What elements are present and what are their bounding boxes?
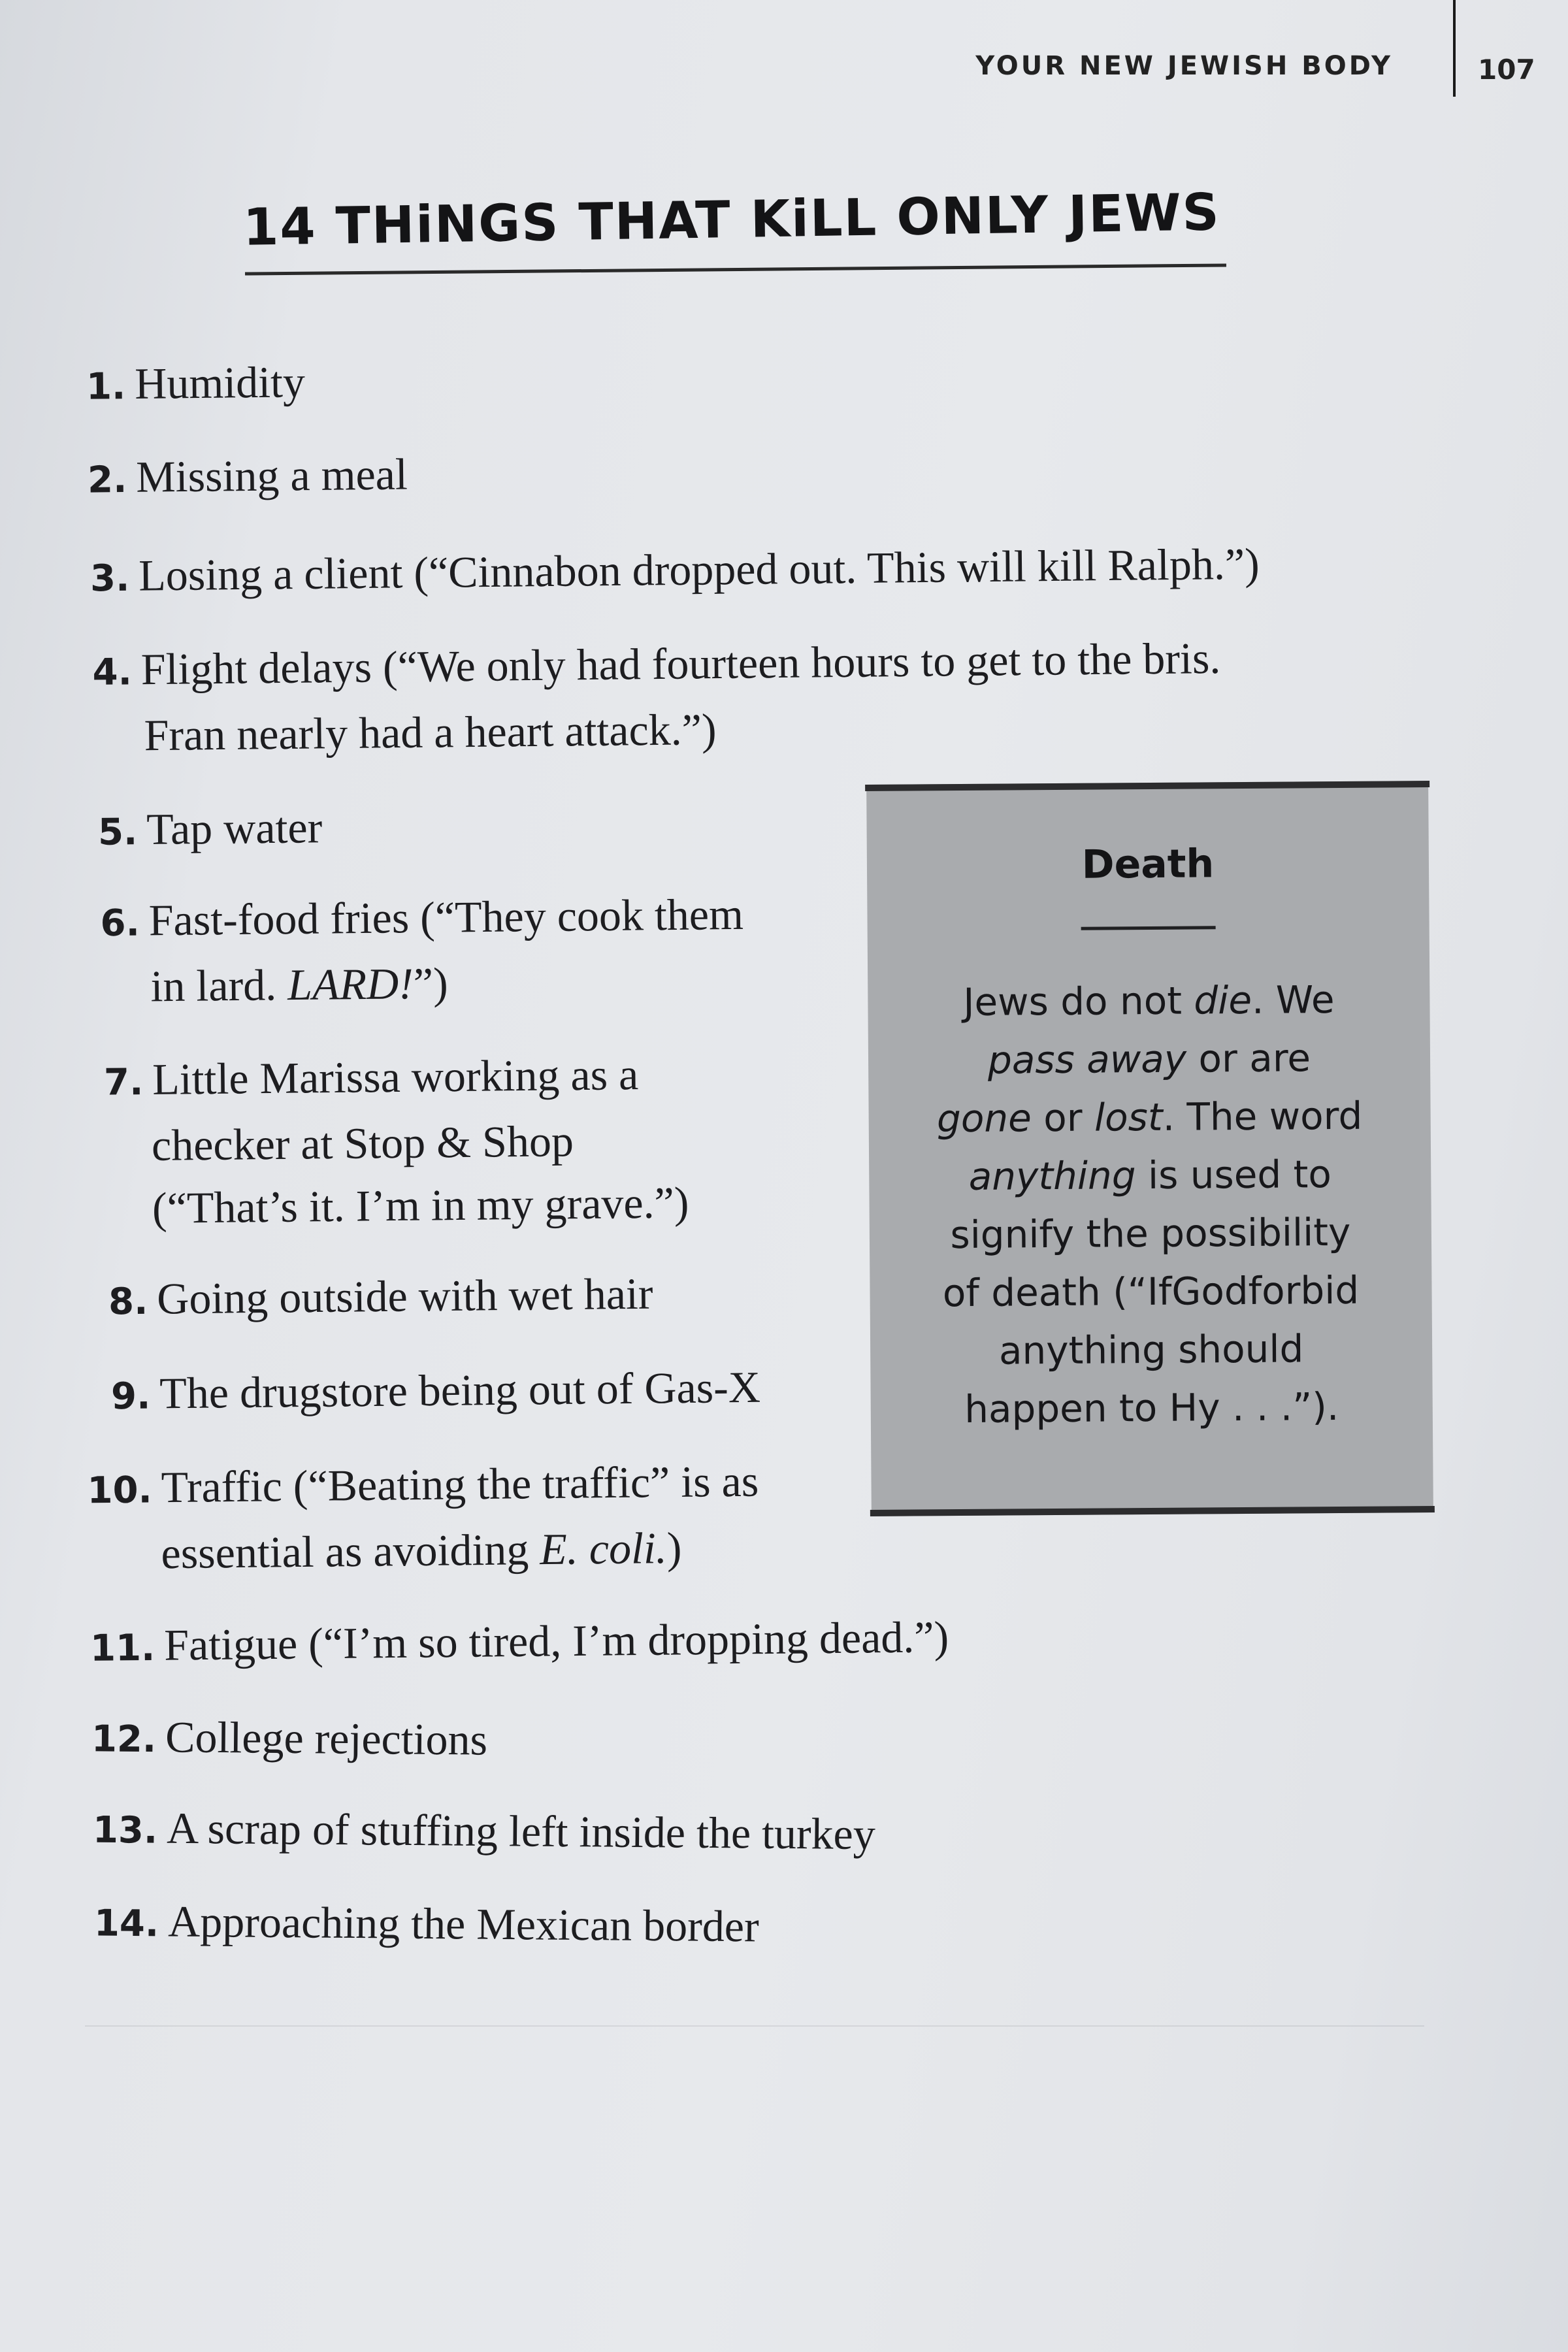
list-text: Tap water bbox=[146, 802, 323, 855]
list-number: 10. bbox=[87, 1469, 153, 1512]
list-number: 14. bbox=[93, 1902, 159, 1946]
list-number: 11. bbox=[90, 1626, 155, 1670]
list-number: 13. bbox=[92, 1808, 158, 1852]
list-text: Traffic (“Beating the traffic” is as bbox=[161, 1456, 759, 1512]
sidebar-line: signify the possibility bbox=[950, 1209, 1351, 1258]
list-text-continued: (“That’s it. I’m in my grave.”) bbox=[152, 1177, 689, 1233]
list-text-continued: in lard. LARD!”) bbox=[150, 958, 449, 1011]
list-item bbox=[90, 532, 1260, 611]
list-number: 8. bbox=[108, 1280, 148, 1324]
list-item bbox=[87, 442, 408, 512]
list-number: 5. bbox=[97, 811, 138, 854]
running-head: YOUR NEW JEWISH BODY bbox=[975, 51, 1393, 81]
sidebar-body bbox=[894, 970, 1407, 1439]
list-number: 1. bbox=[86, 365, 126, 408]
list-item bbox=[103, 1042, 689, 1239]
list-text: Missing a meal bbox=[135, 449, 408, 502]
list-item bbox=[100, 883, 744, 1018]
sidebar-line: anything is used to bbox=[968, 1152, 1332, 1199]
sidebar-line: gone or lost. The word bbox=[936, 1093, 1363, 1141]
list-text-continued: Fran nearly had a heart attack.”) bbox=[144, 704, 717, 760]
list-item bbox=[108, 1262, 653, 1334]
list-text: College rejections bbox=[165, 1712, 488, 1765]
list-text: Little Marissa working as a bbox=[152, 1049, 639, 1104]
list-item bbox=[92, 627, 1222, 767]
list-text: Fatigue (“I’m so tired, I’m dropping dead.”) bbox=[163, 1612, 949, 1670]
page-title: 14 THiNGS THAT KiLL ONLY JEWS bbox=[242, 183, 1221, 257]
sidebar-line: happen to Hy . . .”). bbox=[964, 1384, 1339, 1431]
list-text: Losing a client (“Cinnabon dropped out. This will kill Ralph.”) bbox=[138, 538, 1260, 600]
list-item bbox=[94, 1889, 759, 1961]
list-number: 9. bbox=[110, 1375, 151, 1418]
sidebar-heading: Death bbox=[1081, 841, 1215, 888]
sidebar-line: pass away or are bbox=[987, 1036, 1311, 1083]
death-sidebar bbox=[866, 781, 1433, 1516]
list-item bbox=[90, 1605, 949, 1680]
list-item bbox=[87, 1450, 760, 1586]
list-number: 4. bbox=[92, 651, 133, 694]
list-number: 7. bbox=[103, 1061, 144, 1104]
list-item bbox=[86, 350, 305, 419]
list-number: 2. bbox=[87, 458, 127, 502]
list-text: Flight delays (“We only had fourteen hours to get to the bris. bbox=[140, 632, 1221, 694]
list-item bbox=[97, 796, 322, 864]
list-text: Approaching the Mexican border bbox=[167, 1896, 759, 1952]
list-number: 3. bbox=[90, 557, 130, 600]
page-number: 107 bbox=[1478, 54, 1535, 86]
list-text: Humidity bbox=[134, 357, 306, 408]
list-item bbox=[93, 1796, 876, 1869]
list-number: 12. bbox=[91, 1718, 157, 1761]
sidebar-line: of death (“IfGodforbid bbox=[942, 1267, 1360, 1316]
list-text-continued: essential as avoiding E. coli.) bbox=[161, 1522, 682, 1578]
sidebar-line: anything should bbox=[998, 1326, 1304, 1373]
list-text-continued: checker at Stop & Shop bbox=[151, 1116, 574, 1170]
sidebar-heading-rule bbox=[1081, 926, 1216, 930]
list-text: Fast-food fries (“They cook them bbox=[148, 889, 744, 945]
list-item bbox=[110, 1356, 760, 1428]
list-text: A scrap of stuffing left inside the turkey bbox=[166, 1803, 876, 1859]
sidebar-line: Jews do not die. We bbox=[963, 977, 1335, 1024]
list-number: 6. bbox=[100, 902, 140, 945]
list-item bbox=[91, 1705, 488, 1774]
list-text: The drugstore being out of Gas-X bbox=[159, 1362, 761, 1418]
list-text: Going outside with wet hair bbox=[156, 1268, 653, 1324]
show-through-rule bbox=[85, 2025, 1424, 2027]
